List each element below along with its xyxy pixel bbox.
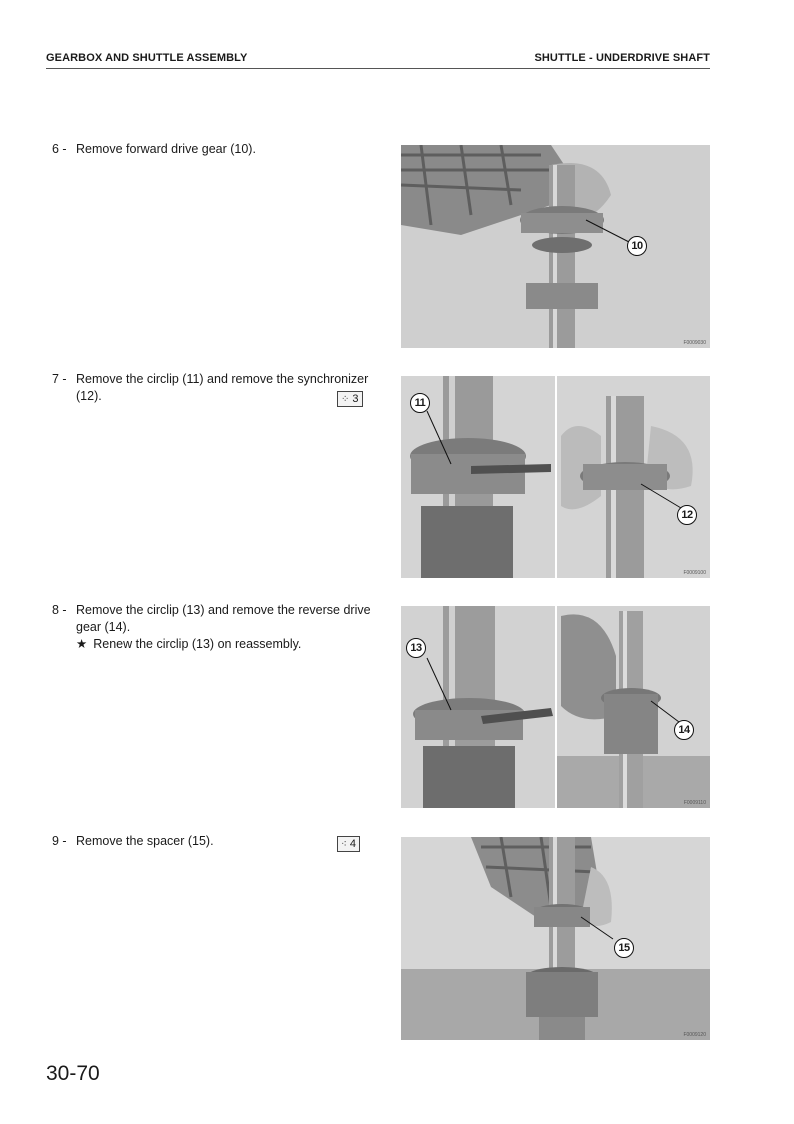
callout-12: 12 [677,505,697,525]
header-subsection-title: SHUTTLE - UNDERDRIVE SHAFT [534,52,710,64]
callout-15: 15 [614,938,634,958]
assembly-note-icon: ⁖ [341,839,347,850]
callout-10: 10 [627,236,647,256]
step-number: 7 - [52,372,67,386]
step-number: 8 - [52,603,67,617]
photo-code: F0009030 [683,340,706,346]
renewal-note [76,636,301,653]
photo-code: F0009100 [683,570,706,576]
note-text: Renew the circlip (13) on reassembly. [93,637,302,651]
header-rule [46,68,710,69]
badge-value: 4 [349,838,356,850]
assembly-note-icon: ⁘ [341,394,350,405]
page-number: 30-70 [46,1062,100,1085]
photo-code: F0009110 [683,800,706,806]
step-text: Remove the spacer (15). [76,834,214,848]
step-7-photo [401,376,710,578]
badge-value: 3 [352,393,359,405]
callout-11: 11 [410,393,430,413]
assembly-reference-badge [337,836,360,852]
assembly-reference-badge [337,391,363,407]
step-text: Remove the circlip (11) and remove the synchronizer (12). [76,372,369,403]
star-icon: ★ [76,637,88,651]
photo-code: F0009120 [683,1032,706,1038]
step-8-photo [401,606,710,808]
step-text: Remove the circlip (13) and remove the reverse drive gear (14). [76,603,371,634]
step-9-photo [401,837,710,1040]
step-text: Remove forward drive gear (10). [76,142,256,156]
step-number: 6 - [52,142,67,156]
step-number: 9 - [52,834,67,848]
photo-divider [555,376,557,578]
callout-13: 13 [406,638,426,658]
callout-14: 14 [674,720,694,740]
photo-divider [555,606,557,808]
header-section-title: GEARBOX AND SHUTTLE ASSEMBLY [46,52,248,64]
step-6-photo [401,145,710,348]
